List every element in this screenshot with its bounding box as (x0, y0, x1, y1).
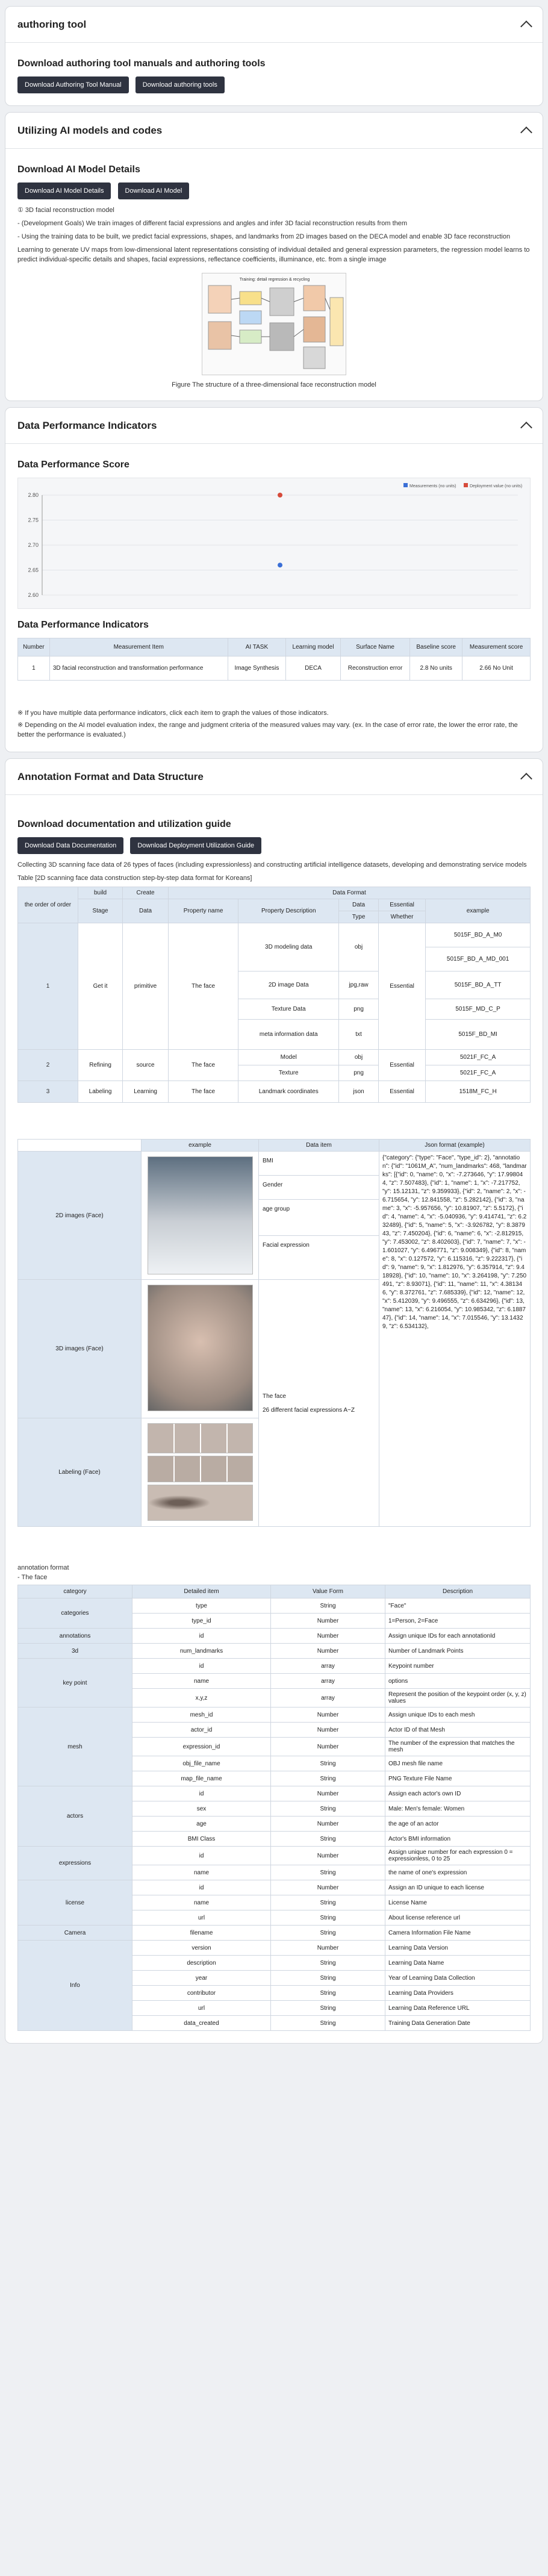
description-cell: Camera Information File Name (385, 1926, 531, 1941)
annotation-description: Collecting 3D scanning face data of 26 types of faces (including expressionless) and constructing artificial intelligence datasets, developing and demonstrating service models (17, 861, 527, 869)
chevron-up-icon[interactable] (520, 20, 532, 33)
data-item: age group (259, 1200, 379, 1236)
cell-example: 5015F_BD_A_MD_001 (426, 947, 531, 971)
col-header: Learning model (286, 638, 341, 656)
description-cell: Learning Data Providers (385, 1986, 531, 2001)
data-item: 26 different facial expressions A~Z (263, 1406, 355, 1414)
detail-item-cell: mesh_id (132, 1707, 271, 1723)
description-cell: Learning Data Name (385, 1956, 531, 1971)
value-form-cell: String (271, 1986, 385, 2001)
eyes-strip-image (148, 1456, 253, 1482)
cell-desc: Landmark coordinates (238, 1081, 339, 1103)
description-cell: Training Data Generation Date (385, 2016, 531, 2031)
value-form-cell: String (271, 1756, 385, 1771)
col-header: Number (18, 638, 50, 656)
cell: Reconstruction error (340, 656, 409, 681)
value-form-cell: Number (271, 1738, 385, 1756)
col-header: Measurement score (462, 638, 531, 656)
cell-type: png (339, 999, 379, 1020)
detail-item-cell: obj_file_name (132, 1756, 271, 1771)
chart-heading: Data Performance Score (17, 460, 129, 470)
description-cell: OBJ mesh file name (385, 1756, 531, 1771)
col-header: Data item (259, 1140, 379, 1152)
panel-title: Utilizing AI models and codes (17, 124, 163, 136)
detail-item-cell: id (132, 1786, 271, 1801)
legend-label: Deployment value (no units) (470, 484, 523, 488)
download-manual-button[interactable]: Download Authoring Tool Manual (17, 76, 129, 93)
cell-example: 5015F_MD_C_P (426, 999, 531, 1020)
col-header: Type (339, 911, 379, 923)
value-form-cell: Number (271, 1880, 385, 1895)
cell-type: png (339, 1065, 379, 1081)
data-item: Gender (259, 1176, 379, 1200)
cell-order: 2 (18, 1050, 78, 1081)
col-header: Value Form (271, 1585, 385, 1598)
chevron-up-icon[interactable] (520, 126, 532, 139)
cell: 3D facial reconstruction and transformation performance (49, 656, 228, 681)
cell-example: 5015F_BD_MI (426, 1020, 531, 1050)
y-tick-label: 2.70 (28, 542, 39, 548)
cell-type: obj (339, 1050, 379, 1065)
chevron-up-icon[interactable] (520, 422, 532, 434)
example-table (17, 1139, 531, 1527)
table-row (18, 1926, 531, 1941)
category-cell: 2D images (Face) (18, 1152, 142, 1280)
note: ※ If you have multiple data performance indicators, click each item to graph the values of those indicators. (17, 709, 329, 717)
cell-stage: Labeling (78, 1081, 123, 1103)
value-form-cell: array (271, 1689, 385, 1707)
table-row (18, 1847, 531, 1865)
model-title: ① 3D facial reconstruction model (17, 207, 114, 214)
format-sublabel: - The face (17, 1574, 48, 1581)
col-header: Surface Name (340, 638, 409, 656)
ai-models-header[interactable] (5, 113, 543, 149)
cell-data: source (123, 1050, 169, 1081)
detail-item-cell: id (132, 1629, 271, 1644)
col-header: Json format (example) (379, 1140, 531, 1152)
col-header: AI TASK (228, 638, 285, 656)
table-row (18, 1707, 531, 1723)
detail-item-cell: type (132, 1598, 271, 1614)
detail-item-cell: data_created (132, 2016, 271, 2031)
detail-item-cell: id (132, 1847, 271, 1865)
cell-desc: meta information data (238, 1020, 339, 1050)
annotation-header[interactable] (5, 759, 543, 795)
performance-header[interactable] (5, 408, 543, 444)
panel-title: authoring tool (17, 18, 87, 30)
cell-essential: Essential (378, 1081, 425, 1103)
cell-stage: Get it (78, 923, 123, 1050)
detail-item-cell: expression_id (132, 1738, 271, 1756)
example-image-cell (142, 1280, 259, 1418)
panel-title: Annotation Format and Data Structure (17, 770, 204, 782)
value-form-cell: String (271, 1801, 385, 1817)
category-cell: expressions (18, 1847, 132, 1880)
value-form-cell: String (271, 1910, 385, 1926)
category-cell: license (18, 1880, 132, 1926)
y-tick-label: 2.65 (28, 567, 39, 573)
description-cell: Year of Learning Data Collection (385, 1971, 531, 1986)
col-header: example (426, 899, 531, 923)
table-row (18, 923, 531, 947)
json-example: {"category": {"type": "Face", "type_id": 2}, "annotation": {"id": "1061M_A", "num_landmarks": 468, "landmarks": [{"id": 0, "name": 0, "x": -7.273646, "y": 17.998044, "z": 7.507483}, {"id": 1, "name": 1, "x": -7.217752, "y": 15.12131, "z": 9.359933}, {"id": 2, "name": 2, "x": -6.715654, "y": 12.841558, "z": 5.282142}, {"id": 3, "name": 3, "x": -5.957656, "y": 10.81907, "z": 5.5172}, {"id": 4, "name": 4, "x": -5.040936, "y": 9.414741, "z": 6.232489}, {"id": 5, "name": 5, "x": -3.926782, "y": 8.387943, "z": 7.450204}, {"id": 6, "name": 6, "x": -2.812915, "y": 7.453002, "z": 8.402603}, {"id": 7, "name": 7, "x": -1.601027, "y": 6.496771, "z": 9.008349}, {"id": 8, "name": 8, "x": 0.127572, "y": 6.115316, "z": 9.222317}, {"id": 9, "name": 9, "x": 1.812976, "y": 6.357914, "z": 9.418928}, {"id": 10, "name": 10, "x": 3.264198, "y": 7.250491, "z": 8.93071}, {"id": 11, "name": 11, "x": 4.381346, "y": 8.372761, "z": 7.685339}, {"id": 12, "name": 12, "x": 5.412039, "y": 9.496555, "z": 6.634296}, {"id": 13, "name": 13, "x": 6.216054, "y": 10.985342, "z": 6.188747}, {"id": 14, "name": 14, "x": 7.015546, "y": 13.14329, "z": 6.534132}, (379, 1152, 531, 1527)
category-cell: annotations (18, 1629, 132, 1644)
cell-example: 5015F_BD_A_M0 (426, 923, 531, 947)
description-cell: Assign each actor's own ID (385, 1786, 531, 1801)
cell-example: 5021F_FC_A (426, 1065, 531, 1081)
value-form-cell: String (271, 1926, 385, 1941)
value-form-cell: Number (271, 1847, 385, 1865)
annotation-format-table (17, 1585, 531, 2031)
cell-type: json (339, 1081, 379, 1103)
detail-item-cell: name (132, 1674, 271, 1689)
example-image-cell (142, 1418, 259, 1527)
note: ※ Depending on the AI model evaluation index, the range and judgment criteria of the measured values may vary. (ex. In the case of error rate, the lower the error rate, the better the performance is evaluated.) (17, 722, 518, 738)
cell-desc: Texture Data (238, 999, 339, 1020)
detail-item-cell: url (132, 2001, 271, 2016)
table-row (18, 1644, 531, 1659)
y-tick-label: 2.60 (28, 592, 39, 598)
detail-item-cell: year (132, 1971, 271, 1986)
table-caption: Table [2D scanning face data construction step-by-step data format for Koreans] (17, 875, 252, 882)
description-cell: the name of one's expression (385, 1865, 531, 1880)
legend-swatch (464, 483, 468, 487)
col-header: Data (339, 899, 379, 911)
col-header: build (78, 887, 123, 899)
detail-item-cell: type_id (132, 1614, 271, 1629)
col-header: the order of order (18, 887, 78, 923)
value-form-cell: Number (271, 1644, 385, 1659)
download-documentation-button[interactable]: Download Data Documentation (17, 837, 123, 854)
value-form-cell: String (271, 1598, 385, 1614)
col-header: Measurement Item (49, 638, 228, 656)
table-row (18, 1941, 531, 1956)
description-cell: Learning Data Reference URL (385, 2001, 531, 2016)
description-cell: License Name (385, 1895, 531, 1910)
y-tick-label: 2.75 (28, 517, 39, 523)
cell-example: 1518M_FC_H (426, 1081, 531, 1103)
download-model-button[interactable]: Download AI Model (118, 182, 190, 199)
data-point (278, 493, 282, 497)
value-form-cell: Number (271, 1817, 385, 1832)
cell-desc: 2D image Data (238, 971, 339, 999)
category-cell: Camera (18, 1926, 132, 1941)
cell-property: The face (168, 1081, 238, 1103)
col-header: Stage (78, 899, 123, 923)
col-header: Detailed item (132, 1585, 271, 1598)
format-label: annotation format (17, 1564, 69, 1571)
col-header: Data (123, 899, 169, 923)
value-form-cell: String (271, 2016, 385, 2031)
col-header: Property Description (238, 899, 339, 923)
col-header: Whether (378, 911, 425, 923)
legend-label: Measurements (no units) (409, 484, 456, 488)
cell-essential: Essential (378, 923, 425, 1050)
category-cell: 3D images (Face) (18, 1280, 142, 1418)
description-cell: The number of the expression that matches the mesh (385, 1738, 531, 1756)
description-cell: PNG Texture File Name (385, 1771, 531, 1786)
annotation-panel (5, 758, 543, 2044)
ai-models-panel (5, 112, 543, 401)
model-usage: - Using the training data to be built, we predict facial expressions, shapes, and landmarks from 2D images based on the DECA model and enable 3D face reconstruction (17, 233, 511, 240)
model-description: Learning to generate UV maps from low-dimensional latent representations consisting of individual detailed and general expression parameters, the regression model learns to predict individual-specific details and shapes, facial expressions, reflectance coefficients, illuminance, etc. from a single image (17, 246, 530, 263)
description-cell: About license reference url (385, 1910, 531, 1926)
detail-item-cell: map_file_name (132, 1771, 271, 1786)
col-header: example (142, 1140, 259, 1152)
value-form-cell: String (271, 2001, 385, 2016)
indicators-heading: Data Performance Indicators (17, 620, 149, 630)
description-cell: Actor ID of that Mesh (385, 1723, 531, 1738)
category-cell: categories (18, 1598, 132, 1629)
detail-item-cell: age (132, 1817, 271, 1832)
performance-panel (5, 407, 543, 752)
value-form-cell: Number (271, 1723, 385, 1738)
cell-data: primitive (123, 923, 169, 1050)
table-row (18, 1050, 531, 1065)
cell-stage: Refining (78, 1050, 123, 1081)
cell: Image Synthesis (228, 656, 285, 681)
description-cell: Learning Data Version (385, 1941, 531, 1956)
build-table (17, 887, 531, 1103)
eyes-strip-image (148, 1423, 253, 1453)
chevron-up-icon[interactable] (520, 773, 532, 785)
description-cell: options (385, 1674, 531, 1689)
value-form-cell: String (271, 1956, 385, 1971)
category-cell: 3d (18, 1644, 132, 1659)
table-row (18, 1598, 531, 1614)
cell-essential: Essential (378, 1050, 425, 1081)
value-form-cell: array (271, 1659, 385, 1674)
cell-example: 5021F_FC_A (426, 1050, 531, 1065)
cell: 1 (18, 656, 50, 681)
data-items-cell (259, 1280, 379, 1527)
description-cell: "Face" (385, 1598, 531, 1614)
download-tools-button[interactable]: Download authoring tools (135, 76, 225, 93)
chart-svg (18, 478, 529, 608)
authoring-tool-panel (5, 6, 543, 106)
detail-item-cell: url (132, 1910, 271, 1926)
section-heading: Download authoring tool manuals and authoring tools (17, 58, 266, 69)
cell-order: 3 (18, 1081, 78, 1103)
detail-item-cell: filename (132, 1926, 271, 1941)
detail-item-cell: version (132, 1941, 271, 1956)
legend-swatch (403, 483, 408, 487)
face-photo-image (148, 1156, 253, 1274)
value-form-cell: String (271, 1895, 385, 1910)
indicators-table (17, 638, 531, 681)
data-item: The face (263, 1392, 286, 1400)
description-cell: Number of Landmark Points (385, 1644, 531, 1659)
description-cell: Represent the position of the keypoint order (x, y, z) values (385, 1689, 531, 1707)
description-cell: 1=Person, 2=Face (385, 1614, 531, 1629)
detail-item-cell: name (132, 1895, 271, 1910)
table-row (18, 1786, 531, 1801)
description-cell: Assign unique number for each expression 0 = expressionless, 0 to 25 (385, 1847, 531, 1865)
cell-property: The face (168, 923, 238, 1050)
figure-title: Training: detail regression & recycling (239, 278, 310, 282)
cell: DECA (286, 656, 341, 681)
description-cell: Assign an ID unique to each license (385, 1880, 531, 1895)
cell-type: txt (339, 1020, 379, 1050)
model-goal: - (Development Goals) We train images of different facial expressions and angles and infer 3D facial reconstruction results from them (17, 220, 408, 227)
data-items-cell (259, 1152, 379, 1280)
detail-item-cell: contributor (132, 1986, 271, 2001)
description-cell: the age of an actor (385, 1817, 531, 1832)
table-row (18, 1659, 531, 1674)
description-cell: Assign unique IDs to each mesh (385, 1707, 531, 1723)
cell-desc: 3D modeling data (238, 923, 339, 971)
3d-face-render-image (148, 1285, 253, 1411)
detail-item-cell: x,y,z (132, 1689, 271, 1707)
example-image-cell (142, 1152, 259, 1280)
cell-type: jpg,raw (339, 971, 379, 999)
cell-order: 1 (18, 923, 78, 1050)
description-cell: Male: Men's female: Women (385, 1801, 531, 1817)
category-cell: Labeling (Face) (18, 1418, 142, 1527)
category-cell: Info (18, 1941, 132, 2031)
category-cell: actors (18, 1786, 132, 1847)
cell-data: Learning (123, 1081, 169, 1103)
detail-item-cell: id (132, 1659, 271, 1674)
detail-item-cell: BMI Class (132, 1832, 271, 1847)
col-header: category (18, 1585, 132, 1598)
description-cell: Keypoint number (385, 1659, 531, 1674)
table-row (18, 1081, 531, 1103)
cell-desc: Texture (238, 1065, 339, 1081)
value-form-cell: String (271, 1971, 385, 1986)
model-structure-figure (202, 273, 346, 375)
value-form-cell: Number (271, 1614, 385, 1629)
value-form-cell: String (271, 1832, 385, 1847)
detail-item-cell: name (132, 1865, 271, 1880)
col-header: Data Format (168, 887, 530, 899)
cell-property: The face (168, 1050, 238, 1081)
description-cell: Actor's BMI information (385, 1832, 531, 1847)
section-heading: Download AI Model Details (17, 164, 140, 175)
download-guide-button[interactable]: Download Deployment Utilization Guide (130, 837, 261, 854)
performance-chart (17, 478, 531, 609)
col-header: Baseline score (410, 638, 462, 656)
value-form-cell: Number (271, 1786, 385, 1801)
section-heading: Download documentation and utilization guide (17, 819, 231, 829)
col-header: Property name (168, 899, 238, 923)
data-point (278, 563, 282, 567)
data-item: Facial expression (263, 1242, 310, 1249)
eye-closeup-image (148, 1485, 253, 1521)
figure-caption: Figure The structure of a three-dimensional face reconstruction model (172, 381, 376, 388)
description-cell: Assign unique IDs for each annotationId (385, 1629, 531, 1644)
detail-item-cell: actor_id (132, 1723, 271, 1738)
table-row (18, 1880, 531, 1895)
detail-item-cell: id (132, 1880, 271, 1895)
value-form-cell: Number (271, 1629, 385, 1644)
value-form-cell: Number (271, 1941, 385, 1956)
authoring-tool-header[interactable] (5, 7, 543, 43)
detail-item-cell: description (132, 1956, 271, 1971)
col-header: Create (123, 887, 169, 899)
detail-item-cell: num_landmarks (132, 1644, 271, 1659)
category-cell: mesh (18, 1707, 132, 1786)
table-row (18, 1629, 531, 1644)
value-form-cell: String (271, 1771, 385, 1786)
download-model-details-button[interactable]: Download AI Model Details (17, 182, 111, 199)
table-row[interactable] (18, 656, 531, 681)
col-header: Description (385, 1585, 531, 1598)
cell-type: obj (339, 923, 379, 971)
cell: 2.8 No units (410, 656, 462, 681)
panel-title: Data Performance Indicators (17, 419, 157, 431)
value-form-cell: Number (271, 1707, 385, 1723)
y-tick-label: 2.80 (28, 492, 39, 498)
col-header: Essential (378, 899, 425, 911)
cell: 2.66 No Unit (462, 656, 531, 681)
data-item: BMI (259, 1152, 379, 1176)
detail-item-cell: sex (132, 1801, 271, 1817)
value-form-cell: String (271, 1865, 385, 1880)
category-cell: key point (18, 1659, 132, 1707)
cell-example: 5015F_BD_A_TT (426, 971, 531, 999)
value-form-cell: array (271, 1674, 385, 1689)
cell-desc: Model (238, 1050, 339, 1065)
